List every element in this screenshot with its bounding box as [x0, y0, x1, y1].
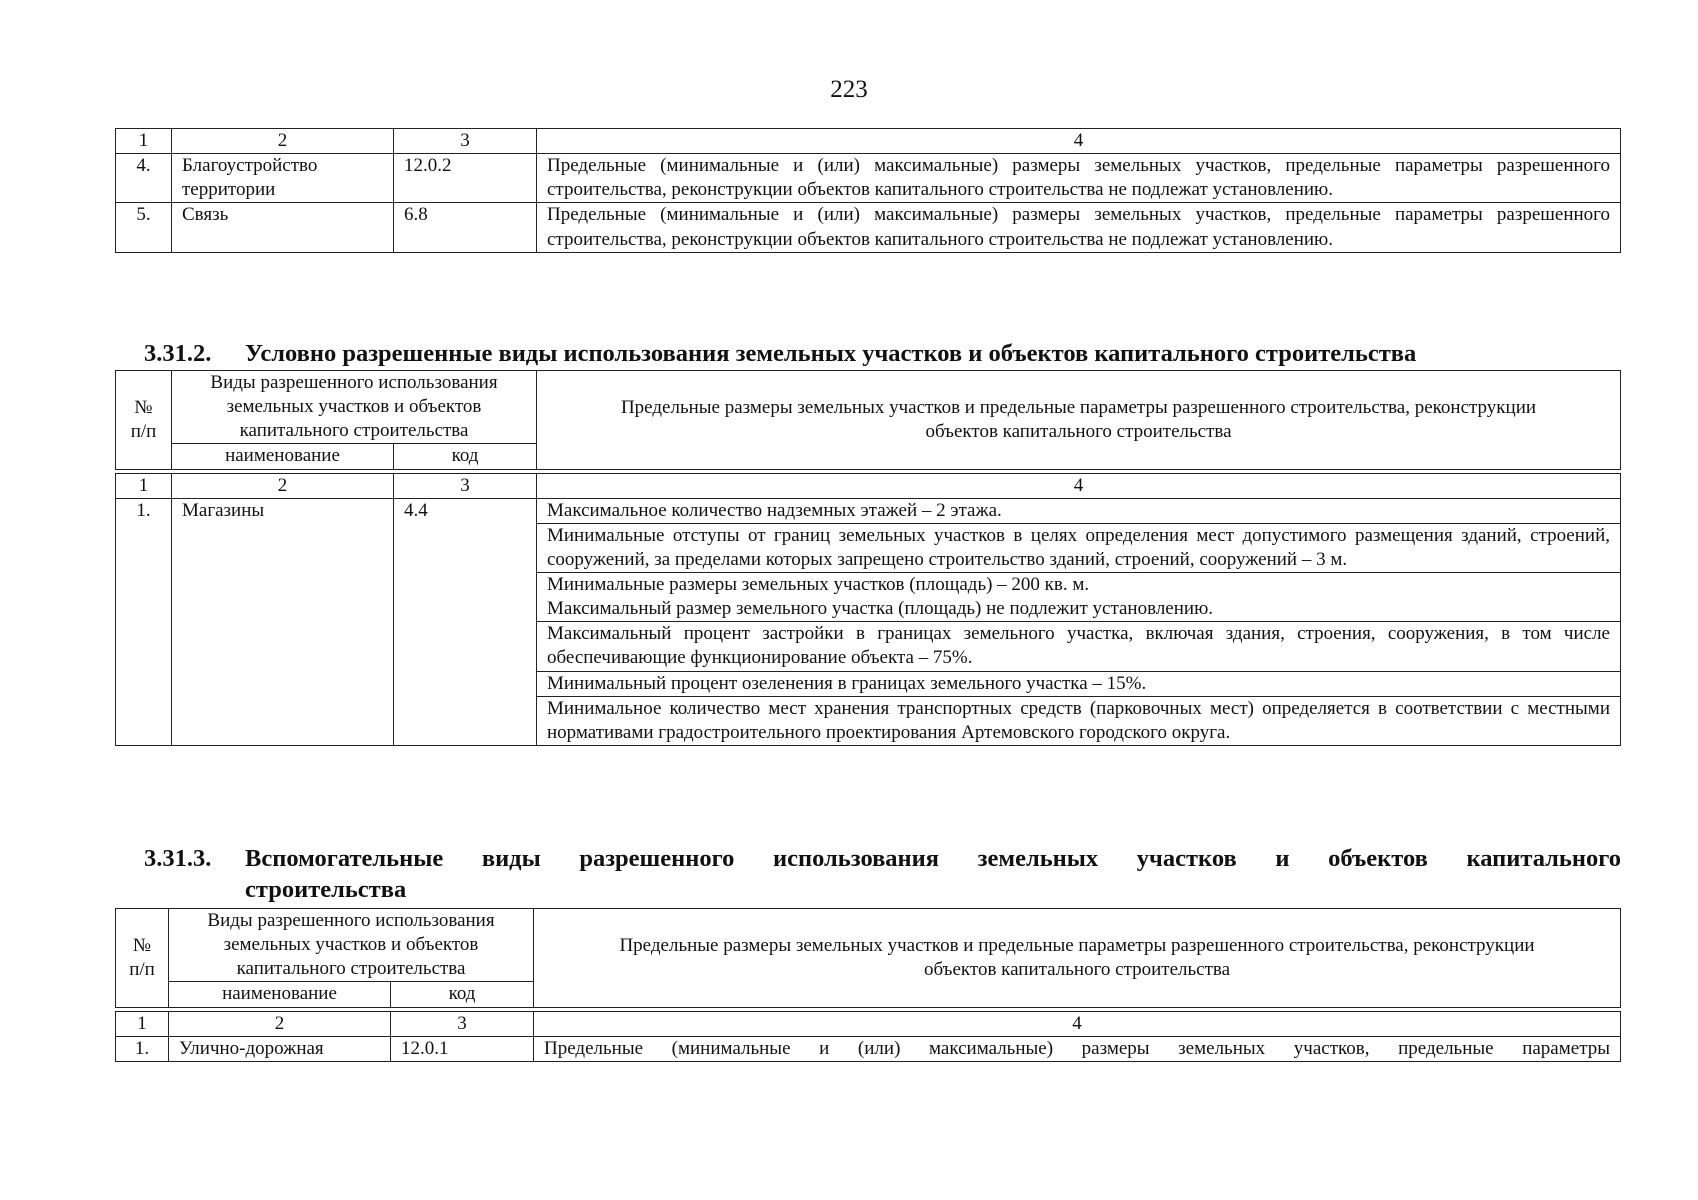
table-row	[116, 1036, 1621, 1061]
table-row	[116, 154, 1621, 203]
table-row	[116, 498, 1621, 523]
column-number-row	[116, 473, 1621, 498]
column-number: 2	[169, 1011, 391, 1036]
row-name: Улично-дорожная	[169, 1036, 391, 1061]
header-num: № п/п	[116, 909, 169, 1008]
column-number: 1	[116, 1011, 169, 1036]
row-name: Связь	[172, 203, 394, 252]
row-param: Минимальное количество мест хранения транспортных средств (парковочных мест) определяется в соответствии с местными нормативами градостроительного проектирования Артемовского городского округа.	[537, 696, 1621, 745]
table-row	[116, 203, 1621, 252]
column-number-row	[116, 129, 1621, 154]
row-params: Предельные (минимальные и (или) максимальные) размеры земельных участков, предельные параметры разрешенного строительства, реконструкции объектов капитального строительства не подлежат установлению.	[537, 154, 1621, 203]
row-param: Минимальные отступы от границ земельных участков в целях определения мест допустимого размещения зданий, строений, сооружений, за пределами которых запрещено строительство зданий, строений, сооружений – 3 м.	[537, 523, 1621, 572]
row-number: 5.	[116, 203, 172, 252]
row-number: 4.	[116, 154, 172, 203]
row-code: 12.0.2	[394, 154, 537, 203]
section-number: 3.31.2.	[144, 340, 212, 367]
section-title	[144, 339, 1621, 370]
column-number: 3	[394, 473, 537, 498]
column-number: 2	[172, 473, 394, 498]
column-number: 4	[537, 473, 1621, 498]
row-number: 1.	[116, 498, 172, 745]
table-header	[115, 908, 1621, 1008]
row-params: Предельные (минимальные и (или) максимальные) размеры земельных участков, предельные параметры разрешенного строительства, реконструкции объектов капитального строительства не подлежат установлению.	[537, 203, 1621, 252]
row-code: 12.0.1	[391, 1036, 534, 1061]
conditional-uses-table	[115, 370, 1621, 746]
column-number: 1	[116, 129, 172, 154]
header-name: наименование	[169, 982, 391, 1007]
column-number: 2	[172, 129, 394, 154]
row-code: 4.4	[394, 498, 537, 745]
section-number: 3.31.3.	[144, 845, 212, 872]
header-code: код	[391, 982, 534, 1007]
section-heading-continued: строительства	[245, 875, 407, 903]
continued-table	[115, 128, 1621, 253]
section-title	[144, 844, 1621, 905]
row-code: 6.8	[394, 203, 537, 252]
section-heading: Условно разрешенные виды использования земельных участков и объектов капитального строительства	[245, 340, 1417, 367]
row-param: Минимальные размеры земельных участков (площадь) – 200 кв. м. Максимальный размер земельного участка (площадь) не подлежит установлению.	[537, 573, 1621, 622]
header-code: код	[394, 444, 537, 469]
column-number: 3	[394, 129, 537, 154]
header-num: № п/п	[116, 371, 172, 470]
auxiliary-uses-table	[115, 908, 1621, 1062]
row-number: 1.	[116, 1036, 169, 1061]
column-number: 3	[391, 1011, 534, 1036]
table-header	[115, 370, 1621, 470]
header-name: наименование	[172, 444, 394, 469]
row-params: Предельные (минимальные и (или) максимальные) размеры земельных участков, предельные параметры	[534, 1036, 1621, 1061]
header-params: Предельные размеры земельных участков и предельные параметры разрешенного строительства, реконструкции объектов капитального строительства	[537, 371, 1621, 470]
section-heading: Вспомогательные виды разрешенного использования земельных участков и объектов капитального	[245, 845, 1621, 872]
row-param: Максимальное количество надземных этажей – 2 этажа.	[537, 498, 1621, 523]
row-param: Максимальный процент застройки в границах земельного участка, включая здания, строения, сооружения, в том числе обеспечивающие функционирование объекта – 75%.	[537, 622, 1621, 671]
header-params: Предельные размеры земельных участков и предельные параметры разрешенного строительства, реконструкции объектов капитального строительства	[534, 909, 1621, 1008]
row-name: Благоустройство территории	[172, 154, 394, 203]
column-number: 4	[537, 129, 1621, 154]
row-param: Минимальный процент озеленения в границах земельного участка – 15%.	[537, 671, 1621, 696]
column-number-row	[116, 1011, 1621, 1036]
column-number: 4	[534, 1011, 1621, 1036]
header-types: Виды разрешенного использования земельных участков и объектов капитального строительства	[169, 909, 534, 982]
header-types: Виды разрешенного использования земельных участков и объектов капитального строительства	[172, 371, 537, 444]
page-number: 223	[830, 76, 868, 103]
column-number: 1	[116, 473, 172, 498]
row-name: Магазины	[172, 498, 394, 745]
